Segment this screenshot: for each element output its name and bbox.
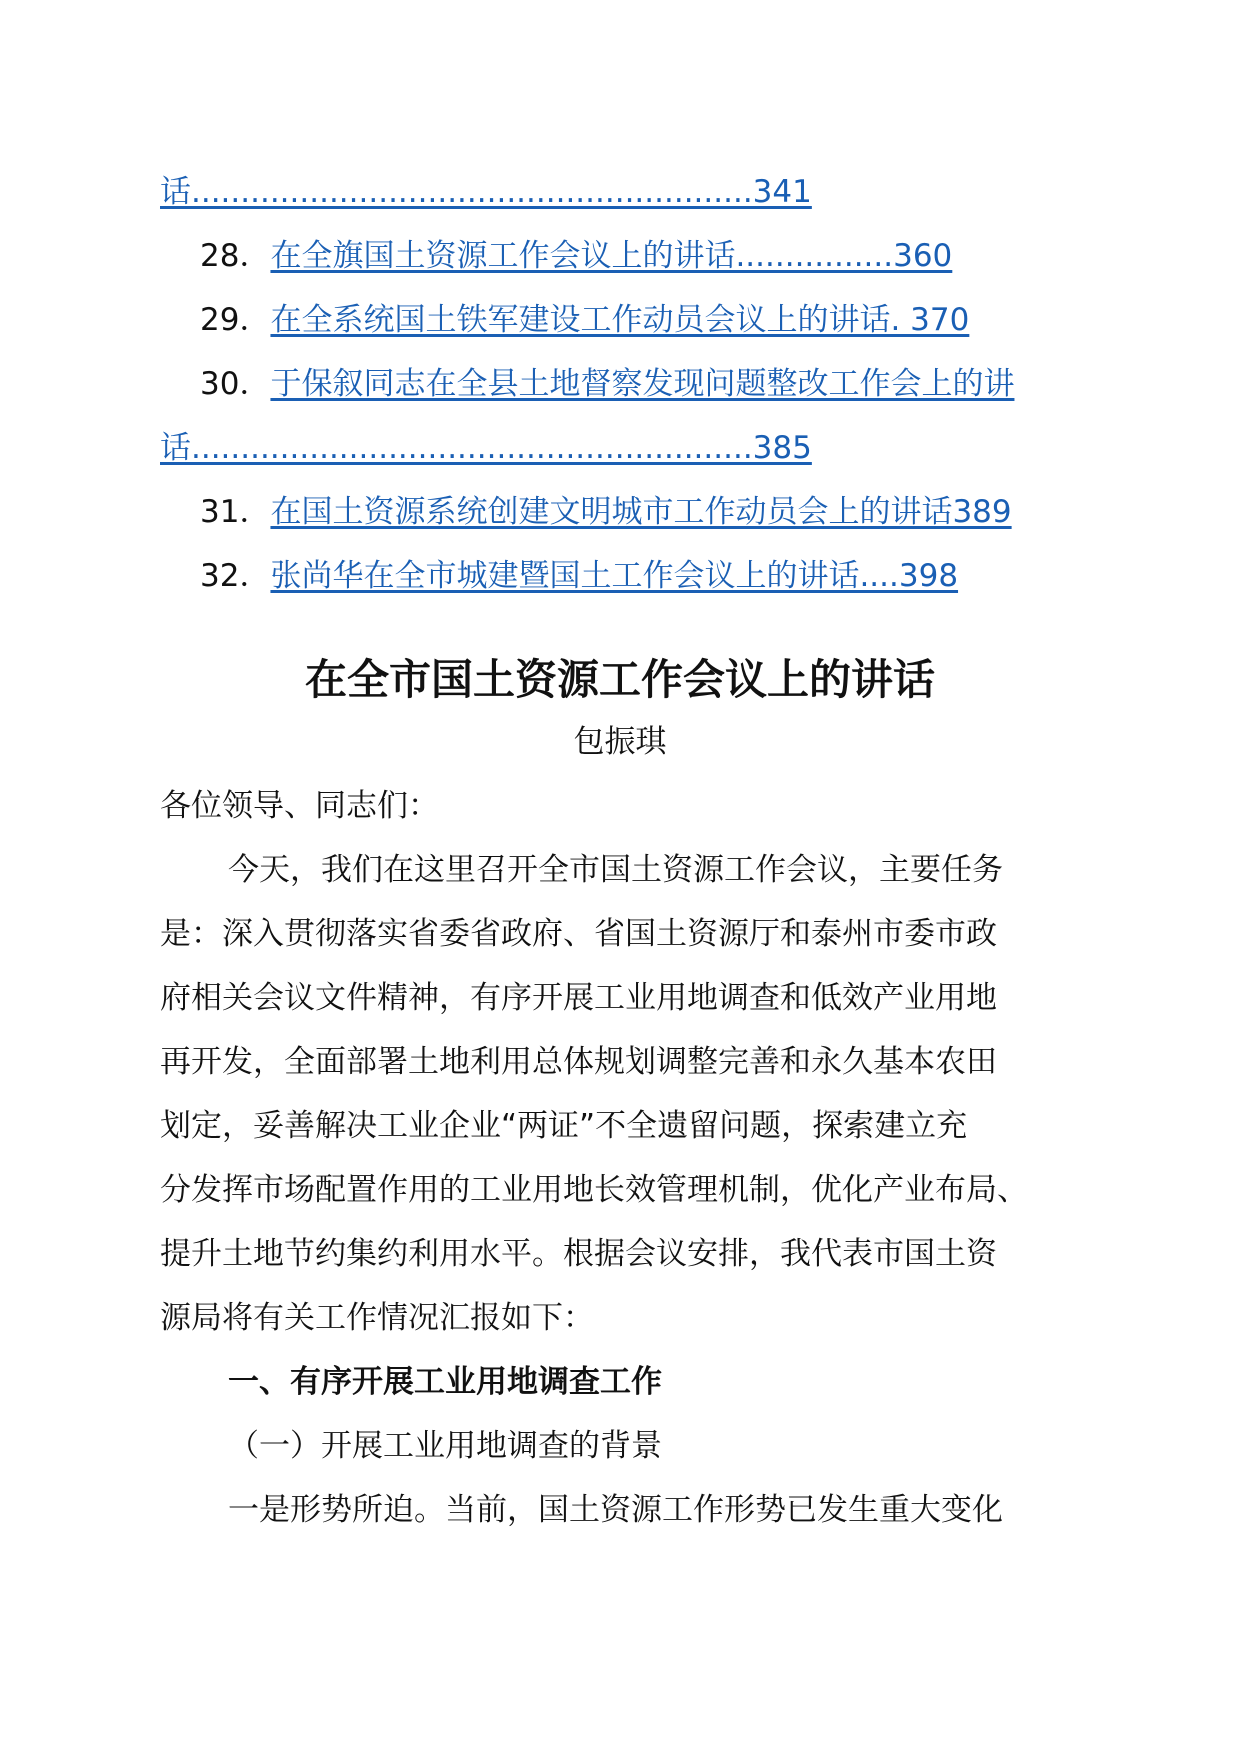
toc-link[interactable]: 在全旗国土资源工作会议上的讲话................360 [270,238,953,274]
toc-entry-31[interactable] [200,492,1130,532]
toc-link[interactable]: 于保叙同志在全县土地督察发现问题整改工作会上的讲 [270,366,1015,402]
toc-entry-30-continuation[interactable] [160,428,1090,468]
paragraph-line: 提升土地节约集约利用水平。根据会议安排，我代表市国土资 [160,1236,997,1272]
toc-link[interactable]: 张尚华在全市城建暨国土工作会议上的讲话....398 [270,558,959,594]
subsection-heading: （一）开展工业用地调查的背景 [228,1428,662,1464]
toc-entry-28[interactable] [200,236,1130,276]
article-title: 在全市国土资源工作会议上的讲话 [304,655,935,704]
toc-number: 30． [200,366,271,402]
paragraph-line: 再开发，全面部署土地利用总体规划调整完善和永久基本农田 [160,1044,997,1080]
toc-entry-32[interactable] [200,556,1130,596]
paragraph-line: 分发挥市场配置作用的工业用地长效管理机制，优化产业布局、 [160,1172,1028,1208]
paragraph-line: 府相关会议文件精神，有序开展工业用地调查和低效产业用地 [160,980,997,1016]
toc-entry-29[interactable] [200,300,1130,340]
toc-number: 29． [200,302,271,338]
toc-link[interactable]: 话.........................................................385 [160,430,812,466]
article-author: 包振琪 [573,724,667,760]
paragraph-line: 一是形势所迫。当前，国土资源工作形势已发生重大变化 [228,1492,1003,1528]
toc-link[interactable]: 在国土资源系统创建文明城市工作动员会上的讲话389 [270,494,1012,530]
paragraph-line: 划定，妥善解决工业企业“两证”不全遗留问题，探索建立充 [160,1108,968,1144]
toc-entry-30[interactable] [200,364,1130,404]
toc-link[interactable]: 在全系统国土铁军建设工作动员会议上的讲话. 370 [270,302,970,338]
section-heading: 一、有序开展工业用地调查工作 [228,1364,662,1400]
toc-number: 32． [200,558,271,594]
paragraph-line: 今天，我们在这里召开全市国土资源工作会议，主要任务 [228,852,1003,888]
toc-number: 31． [200,494,271,530]
toc-link[interactable]: 话.........................................................341 [160,174,812,210]
salutation: 各位领导、同志们： [160,788,439,824]
toc-entry-27-continuation[interactable] [160,172,1090,212]
paragraph-line: 是：深入贯彻落实省委省政府、省国土资源厅和泰州市委市政 [160,916,997,952]
toc-number: 28． [200,238,271,274]
paragraph-line: 源局将有关工作情况汇报如下： [160,1300,594,1336]
